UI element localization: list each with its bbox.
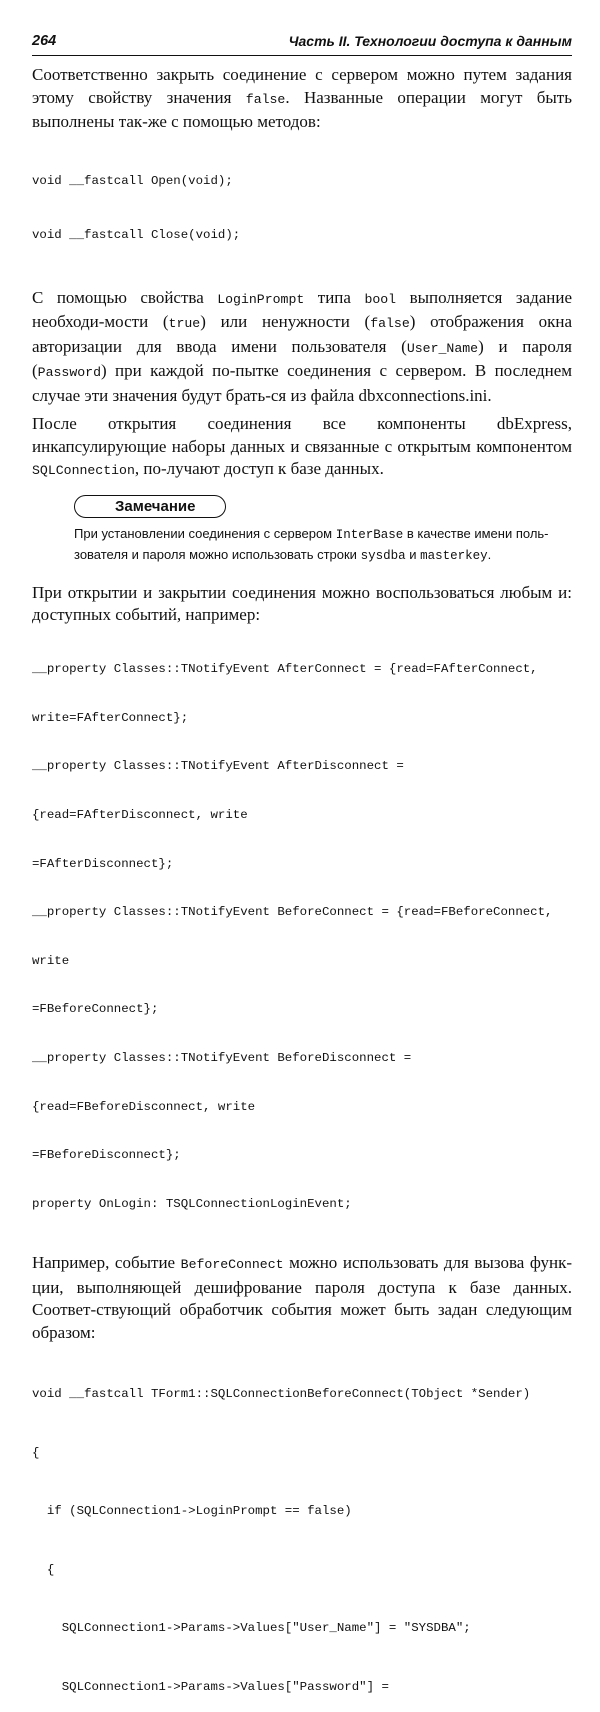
- code-inline: User_Name: [406, 340, 479, 356]
- code-line: __property Classes::TNotifyEvent AfterConnect = {read=FAfterConnect,: [32, 662, 538, 677]
- code-inline: bool: [364, 291, 397, 307]
- paragraph-close-connection: [32, 64, 572, 134]
- text-run: После открытия соединения все компоненты dbExpress, инкапсулирующие наборы данных и связанные с открытым компонентом: [32, 414, 572, 456]
- text-run: ) отображения окна авторизации для ввода имени пользователя (: [32, 312, 572, 356]
- code-line: {: [32, 1445, 40, 1460]
- text-run: Соответственно закрыть соединение с сервером можно путем задания этому свойству значения: [32, 65, 572, 107]
- text-run: типа: [304, 287, 365, 307]
- text-run: ) или ненужности (: [200, 312, 371, 332]
- code-line: {read=FBeforeDisconnect, write: [32, 1099, 256, 1114]
- code-block-methods: [32, 138, 572, 279]
- text-run: можно использовать для вызова функ-ции, выполняющей дешифрование пароля доступа к базе данных. Соответ-ствующий обработчик события может быть задан следующим образом:: [32, 1253, 572, 1342]
- note-title: Замечание: [74, 495, 226, 518]
- code-inline: false: [245, 91, 286, 107]
- paragraph-after-open: [32, 413, 572, 483]
- code-inline: BeforeConnect: [180, 1257, 284, 1273]
- code-line: write=FAfterConnect};: [32, 710, 189, 725]
- text-run: ) и пароля (: [32, 336, 572, 381]
- code-inline: InterBase: [335, 527, 404, 542]
- running-title: Часть II. Технологии доступа к данным: [288, 33, 572, 49]
- note-text: [74, 524, 572, 566]
- code-inline: masterkey: [420, 548, 488, 563]
- text-run: С помощью свойства: [32, 287, 218, 307]
- code-line: =FAfterDisconnect};: [32, 856, 174, 871]
- text-run: выполняется задание необходи-мости (: [32, 287, 573, 332]
- paragraph-login-prompt: [32, 287, 572, 408]
- code-line: void __fastcall TForm1::SQLConnectionBeforeConnect(TObject *Sender): [32, 1387, 531, 1402]
- code-line: __property Classes::TNotifyEvent BeforeDisconnect =: [32, 1051, 412, 1065]
- code-line: __property Classes::TNotifyEvent AfterDisconnect =: [32, 759, 404, 774]
- text-run: . Названные операции могут быть выполнены так-же с помощью методов:: [32, 87, 572, 131]
- code-block-properties: [32, 629, 572, 1245]
- code-inline: false: [370, 316, 410, 332]
- code-line: SQLConnection1->Params->Values["Password"] =: [32, 1679, 389, 1694]
- paragraph-events: При открытии и закрытии соединения можно воспользоваться любым и: доступных событий, например:: [32, 582, 572, 625]
- code-line: SQLConnection1->Params->Values["User_Name"] = "SYSDBA";: [32, 1621, 471, 1636]
- page-number: 264: [32, 33, 57, 49]
- paragraph-before-connect: [32, 1252, 572, 1344]
- code-line: void __fastcall Close(void);: [32, 228, 241, 243]
- text-run: ) при каждой по-пытке соединения с сервером. В последнем случае эти значения будут брать-ся из файла dbxconnections.ini.: [32, 361, 572, 405]
- code-line: =FBeforeDisconnect};: [32, 1148, 181, 1163]
- code-inline: true: [168, 316, 201, 332]
- text-run: в качестве имени поль-зователя и пароля можно использовать строки: [74, 525, 549, 562]
- page-header: [32, 33, 572, 56]
- code-line: property OnLogin: TSQLConnectionLoginEvent;: [32, 1196, 352, 1211]
- code-inline: sysdba: [360, 548, 406, 563]
- text-run: При установлении соединения с сервером: [74, 525, 336, 541]
- code-line: write: [32, 953, 70, 968]
- code-inline: SQLConnection: [32, 463, 135, 479]
- code-inline: Password: [37, 365, 101, 381]
- page-body: [32, 64, 572, 1712]
- code-line: void __fastcall Open(void);: [32, 173, 233, 188]
- code-line: =FBeforeConnect};: [32, 1002, 159, 1017]
- code-line: __property Classes::TNotifyEvent BeforeConnect = {read=FBeforeConnect,: [32, 905, 553, 920]
- text-run: .: [487, 546, 492, 562]
- text-run: Например, событие: [32, 1253, 181, 1273]
- text-run: и: [405, 546, 421, 562]
- code-block-handler: [32, 1346, 572, 1712]
- code-line: {: [32, 1562, 55, 1577]
- note-box: [74, 495, 572, 566]
- code-line: {read=FAfterDisconnect, write: [32, 807, 248, 822]
- code-inline: LoginPrompt: [217, 291, 305, 307]
- code-line: if (SQLConnection1->LoginPrompt == false): [32, 1504, 352, 1519]
- text-run: , по-лучают доступ к базе данных.: [134, 459, 384, 479]
